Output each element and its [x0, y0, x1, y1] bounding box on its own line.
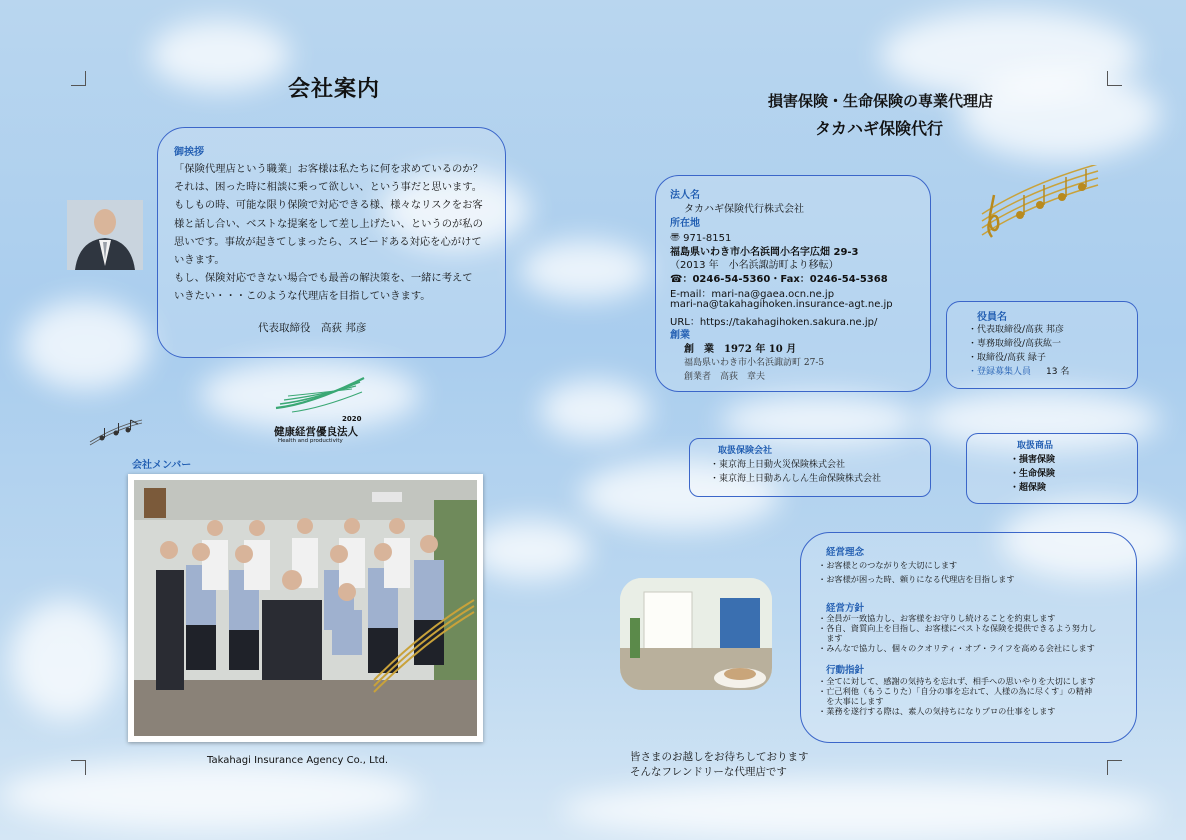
award-wave-icon [272, 374, 372, 414]
product-item: ・超保険 [1010, 483, 1047, 493]
greeting-heading: 御挨拶 [174, 147, 204, 158]
guideline-item: ・全てに対して、感謝の気持ちを忘れず、相手への思いやりを大切にします [818, 676, 1096, 686]
policy-item: ・全員が一致協力し、お客様をお守りし続けることを約束します [818, 613, 1056, 623]
award-title: 健康経営優良法人 [274, 426, 358, 438]
greeting-line: 様と話し合い、ベストな提案をして差し上げたい、というのが私の [174, 217, 483, 230]
philosophy-label: 経営理念 [826, 547, 865, 558]
page-title: 会社案内 [288, 77, 381, 102]
founded-place: 福島県いわき市小名浜諏訪町 27-5 [684, 358, 825, 368]
cafe-interior-photo [620, 578, 772, 690]
cloud [20, 300, 150, 390]
product-item: ・損害保険 [1010, 455, 1056, 465]
greeting-line: 「保険代理店という職業」お客様は私たちに何を求めているのか？ [174, 163, 483, 175]
guideline-item: ・業務を遂行する際は、素人の気持ちになりプロの仕事をします [818, 706, 1056, 716]
subtitle-line1: 損害保険・生命保険の専業代理店 [768, 92, 994, 110]
founded-label: 創業 [670, 330, 690, 341]
cloud [0, 760, 420, 830]
staff-count-label: ・登録募集人員 [968, 367, 1032, 377]
greeting-line: いきたい・・・このような代理店を目指していきます。 [174, 290, 431, 303]
founder: 創業者 高荻 章夫 [684, 372, 766, 382]
staff-group-image [134, 480, 477, 736]
staff-count: 13 名 [1046, 367, 1070, 377]
crop-mark [71, 71, 86, 86]
cloud [150, 20, 290, 90]
members-label: 会社メンバー [132, 460, 192, 471]
award-year: 2020 [342, 415, 362, 423]
guideline-label: 行動指針 [826, 665, 865, 676]
closing-line-2: そんなフレンドリーな代理店です [630, 766, 787, 778]
greeting-line: いきます。 [174, 254, 225, 267]
address: 福島県いわき市小名浜岡小名字広畑 29-3 [670, 247, 859, 258]
company-name: タカハギ保険代行株式会社 [684, 204, 804, 215]
policy-item: ・みんなで協力し、個々のクオリティ・オブ・ライフを高める会社にします [818, 643, 1095, 653]
officer-item: ・取締役/高荻 緑子 [968, 353, 1046, 363]
greeting-line: もし、保険対応できない場合でも最善の解決策を、一緒に考えて [174, 272, 473, 285]
postal-code: 〠 971-8151 [670, 233, 732, 244]
policy-label: 経営方針 [826, 603, 865, 614]
philosophy-item: ・お客様とのつながりを大切にします [818, 560, 958, 570]
cloud [520, 240, 650, 300]
officers-label: 役員名 [977, 312, 1007, 323]
philosophy-item: ・お客様が困った時、頼りになる代理店を目指します [818, 574, 1015, 584]
award-logo [272, 374, 372, 446]
photo-caption: Takahagi Insurance Agency Co., Ltd. [207, 755, 389, 766]
tel-fax: ☎：0246-54-5360・Fax：0246-54-5368 [670, 274, 888, 285]
insurer-item: ・東京海上日動あんしん生命保険株式会社 [710, 474, 882, 484]
crop-mark [71, 760, 86, 775]
greeting-line: それは、困った時に相談に乗って欲しい、という事だと思います。 [174, 181, 483, 194]
greeting-signature: 代表取締役 高荻 邦彦 [258, 322, 367, 334]
closing-line-1: 皆さまのお越しをお待ちしております [630, 751, 809, 763]
insurers-label: 取扱保険会社 [718, 446, 773, 456]
crop-mark [1107, 760, 1122, 775]
cloud [540, 380, 650, 440]
crop-mark [1107, 71, 1122, 86]
policy-item: ・各自、資質向上を目指し、お客様にベストな保険を提供できるよう努力し [818, 623, 1097, 633]
cloud [560, 780, 1160, 840]
gold-music-notes-icon [978, 165, 1102, 249]
company-name-label: 法人名 [670, 190, 700, 201]
award-subtitle: Health and productivity [278, 438, 343, 444]
greeting-line: 思いです。事故が起きてしまったら、スピードある対応を心がけて [174, 235, 482, 248]
officer-item: ・専務取締役/高荻紘一 [968, 339, 1062, 349]
greeting-line: もしもの時、可能な限り保険で対応できる様、様々なリスクをお客 [174, 199, 483, 212]
email-2[interactable]: mari-na@takahagihoken.insurance-agt.ne.jp [670, 299, 893, 310]
product-item: ・生命保険 [1010, 469, 1056, 479]
cloud [960, 70, 1160, 160]
cloud [10, 600, 120, 720]
officer-item: ・代表取締役/高荻 邦彦 [968, 325, 1064, 335]
staff-photo [128, 474, 483, 742]
website-url[interactable]: URL：https://takahagihoken.sakura.ne.jp/ [670, 317, 878, 328]
guideline-item: を大事にします [818, 696, 884, 706]
policy-item: ます [818, 633, 843, 643]
music-notes-icon [88, 416, 144, 450]
guideline-item: ・亡己利他（もうこりた）「自分の事を忘れて、人様の為に尽くす」の精神 [818, 686, 1093, 696]
products-label: 取扱商品 [1017, 441, 1054, 451]
president-portrait [67, 200, 143, 270]
greeting-text [174, 160, 498, 306]
moved-note: （2013 年 小名浜諏訪町より移転） [670, 260, 839, 271]
insurer-item: ・東京海上日動火災保険株式会社 [710, 460, 846, 470]
email-1[interactable]: E-mail：mari-na@gaea.ocn.ne.jp [670, 289, 835, 300]
cloud [470, 520, 590, 580]
founded-date: 創 業 1972 年 10 月 [684, 344, 797, 355]
subtitle-line2: タカハギ保険代行 [815, 119, 944, 138]
address-label: 所在地 [670, 218, 700, 229]
